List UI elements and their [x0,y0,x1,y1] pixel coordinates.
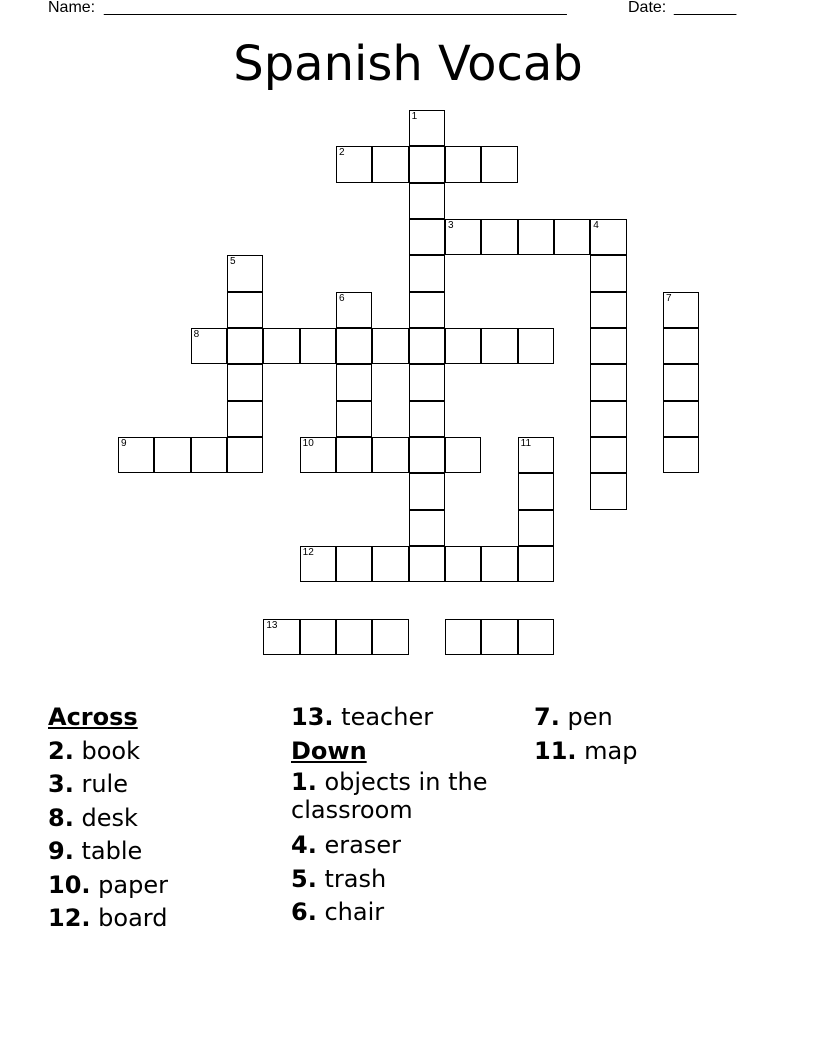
clue-text: eraser [324,831,401,859]
crossword-cell[interactable] [445,619,481,655]
clue-text: pen [567,703,613,731]
clue-text: objects in the classroom [291,768,488,824]
crossword-cell[interactable] [445,146,481,182]
down-clue [291,768,521,824]
crossword-cell[interactable] [445,546,481,582]
crossword-cell[interactable] [481,219,517,255]
crossword-cell[interactable] [300,328,336,364]
crossword-cell[interactable] [409,510,445,546]
clue-number: 7. [534,703,560,731]
crossword-cell[interactable] [445,219,481,255]
crossword-cell[interactable] [518,510,554,546]
across-heading: Across [48,703,138,731]
crossword-cell[interactable] [590,473,626,509]
crossword-cell[interactable] [336,437,372,473]
crossword-cell[interactable] [263,619,299,655]
clue-text: board [98,904,168,932]
clue-text: map [584,736,638,765]
cell-number: 3 [447,219,454,231]
cell-number: 12 [302,546,314,558]
name-blank: ____________________________________________________ [104,0,567,16]
crossword-cell[interactable] [372,146,408,182]
crossword-cell[interactable] [590,328,626,364]
crossword-cell[interactable] [481,546,517,582]
crossword-cell[interactable] [409,401,445,437]
crossword-cell[interactable] [518,546,554,582]
clue-number: 9. [48,837,74,865]
crossword-cell[interactable] [409,546,445,582]
crossword-cell[interactable] [191,328,227,364]
clue-number: 1. [291,768,317,796]
crossword-cell[interactable] [518,473,554,509]
crossword-cell[interactable] [336,292,372,328]
crossword-cell[interactable] [372,619,408,655]
crossword-cell[interactable] [336,401,372,437]
crossword-cell[interactable] [154,437,190,473]
clue-number: 6. [291,898,317,926]
cell-number: 10 [302,437,314,449]
down-heading: Down [291,736,367,765]
crossword-cell[interactable] [590,255,626,291]
clue-number: 5. [291,864,317,893]
crossword-cell[interactable] [409,364,445,400]
crossword-cell[interactable] [445,328,481,364]
crossword-cell[interactable] [518,328,554,364]
crossword-cell[interactable] [263,328,299,364]
crossword-cell[interactable] [118,437,154,473]
crossword-cell[interactable] [227,401,263,437]
crossword-cell[interactable] [481,328,517,364]
crossword-cell[interactable] [409,146,445,182]
clue-text: desk [81,803,138,832]
across-clue [48,869,278,903]
crossword-cell[interactable] [191,437,227,473]
crossword-cell[interactable] [300,546,336,582]
clue-number: 4. [291,831,317,859]
crossword-cell[interactable] [663,401,699,437]
across-clue [48,835,278,869]
across-clue [48,802,278,836]
crossword-cell[interactable] [590,401,626,437]
crossword-cell[interactable] [336,328,372,364]
crossword-cell[interactable] [445,437,481,473]
crossword-cell[interactable] [300,437,336,473]
across-clue [48,902,278,936]
crossword-cell[interactable] [518,219,554,255]
crossword-cell[interactable] [336,364,372,400]
crossword-cell[interactable] [409,219,445,255]
across-clue [48,768,278,802]
date-label: Date: [628,0,667,16]
clue-text: teacher [341,703,434,731]
crossword-cell[interactable] [590,292,626,328]
clue-column-2 [291,701,521,930]
crossword-cell[interactable] [409,437,445,473]
crossword-cell[interactable] [409,292,445,328]
clue-text: chair [324,898,385,926]
crossword-cell[interactable] [227,255,263,291]
clue-column-1 [48,701,278,936]
crossword-cell[interactable] [227,437,263,473]
crossword-cell[interactable] [372,328,408,364]
clue-number: 13. [291,703,334,731]
down-clue [291,896,521,930]
crossword-cell[interactable] [663,437,699,473]
cell-number: 8 [193,328,200,340]
clue-number: 12. [48,904,91,932]
crossword-cell[interactable] [336,619,372,655]
crossword-cell[interactable] [227,364,263,400]
crossword-cell[interactable] [409,183,445,219]
cell-number: 4 [593,219,599,231]
crossword-cell[interactable] [481,146,517,182]
clue-text: book [81,736,140,765]
cell-number: 7 [665,292,672,304]
across-clue [48,735,278,769]
down-clue [291,863,521,897]
crossword-cell[interactable] [663,292,699,328]
clue-text: rule [81,770,128,798]
crossword-cell[interactable] [227,328,263,364]
crossword-cell[interactable] [554,219,590,255]
across-clue [291,701,521,735]
cell-number: 2 [338,147,345,159]
name-label: Name: [48,0,96,16]
crossword-cell[interactable] [372,546,408,582]
down-clue [534,735,764,769]
crossword-cell[interactable] [409,255,445,291]
crossword-cell[interactable] [409,328,445,364]
clue-number: 8. [48,803,74,832]
crossword-cell[interactable] [409,473,445,509]
crossword-cell[interactable] [409,110,445,146]
cell-number: 9 [121,437,127,449]
down-clue [534,701,764,735]
crossword-cell[interactable] [336,146,372,182]
crossword-cell[interactable] [590,437,626,473]
clue-text: table [81,837,143,865]
clue-number: 11. [534,736,577,765]
crossword-cell[interactable] [300,619,336,655]
cell-number: 5 [229,256,236,268]
crossword-cell[interactable] [590,219,626,255]
page-title: Spanish Vocab [233,36,583,92]
clue-column-3 [534,701,764,768]
date-blank: _______ [674,0,737,16]
clue-text: trash [324,864,387,893]
clue-number: 10. [48,870,91,899]
crossword-cell[interactable] [372,437,408,473]
cell-number: 13 [266,619,278,631]
down-clue [291,829,521,863]
clue-number: 3. [48,770,74,798]
crossword-cell[interactable] [518,437,554,473]
crossword-cell[interactable] [518,619,554,655]
crossword-cell[interactable] [481,619,517,655]
clue-number: 2. [48,736,74,765]
cell-number: 11 [520,437,532,449]
cell-number: 1 [411,111,418,122]
crossword-cell[interactable] [663,328,699,364]
crossword-cell[interactable] [227,292,263,328]
cell-number: 6 [338,292,345,304]
crossword-cell[interactable] [663,364,699,400]
clue-text: paper [98,870,168,899]
crossword-cell[interactable] [336,546,372,582]
crossword-cell[interactable] [590,364,626,400]
